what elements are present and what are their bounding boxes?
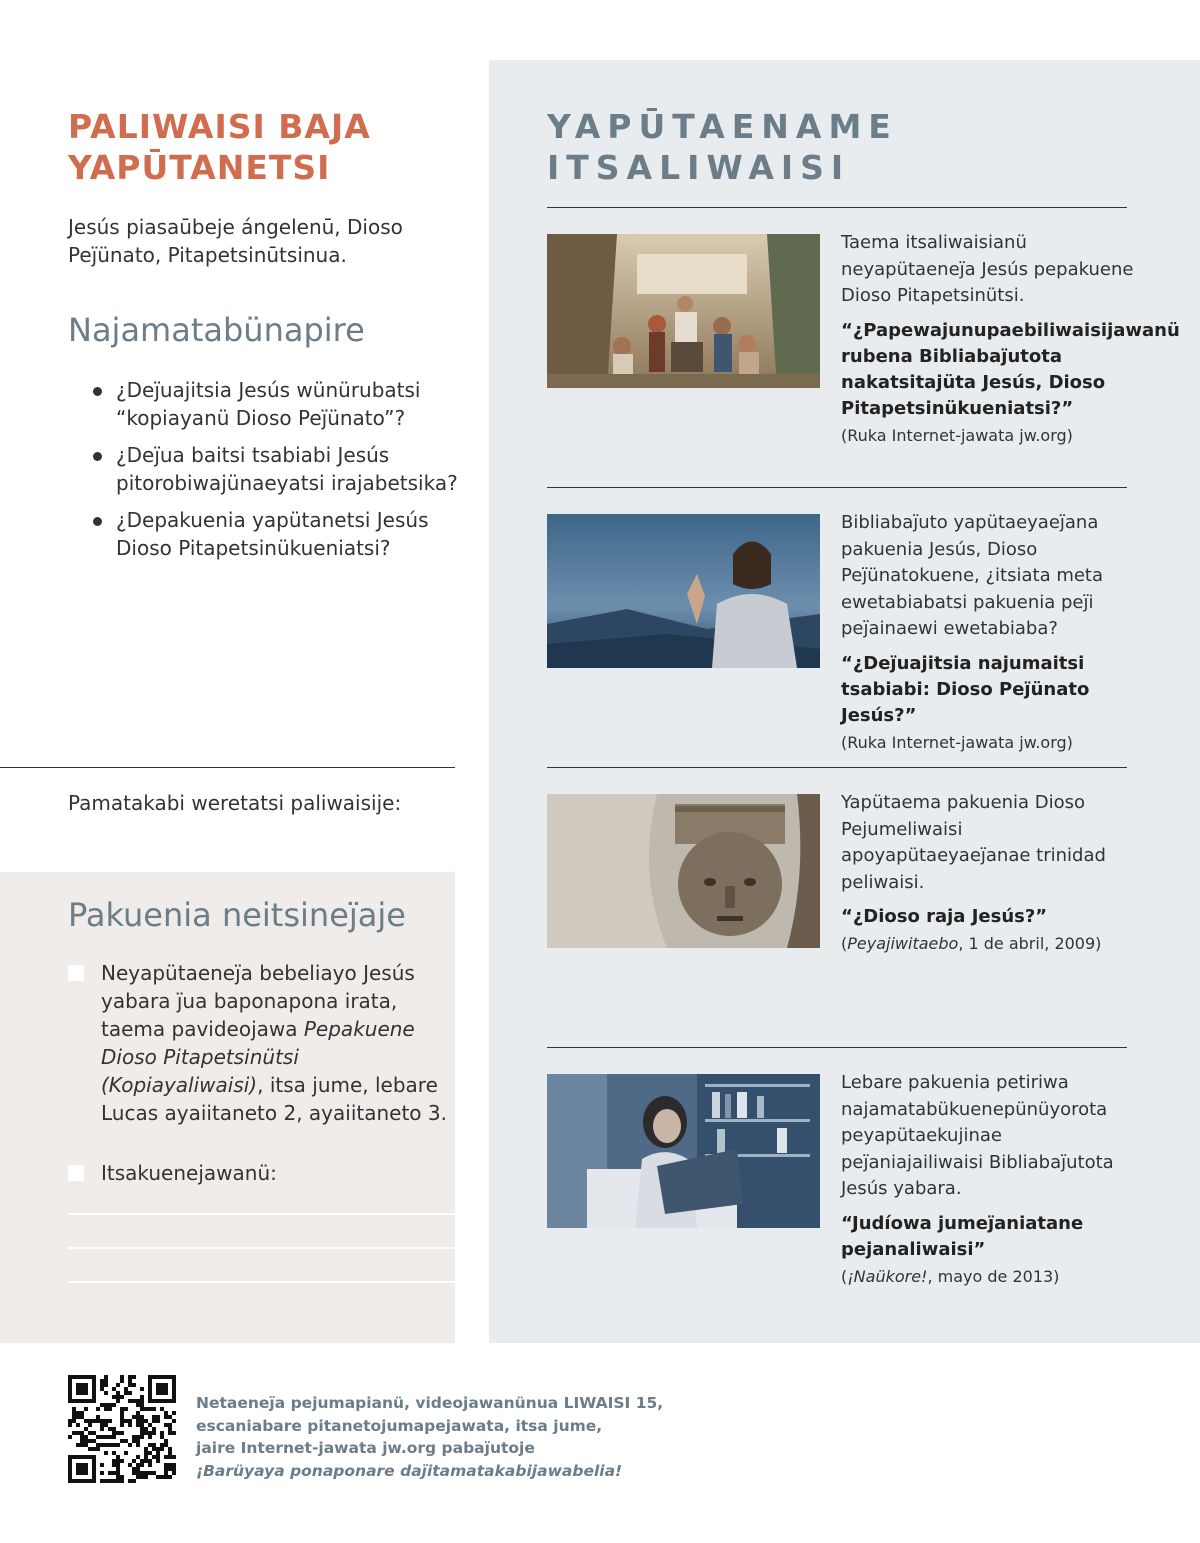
plan-item-text: Neyapütaeneȷ̈a bebeliayo Jesús yabara ȷ̈ua baponapona irata, taema pavideojawa	[101, 961, 415, 1041]
source-publication: ¡Naükore!	[847, 1266, 928, 1286]
footer-note	[196, 1392, 676, 1482]
resource-card	[841, 790, 1141, 956]
card-divider	[547, 1047, 1127, 1048]
plan-item-text: Itsakuenejawanü:	[101, 1161, 277, 1185]
intro-text: Jesús piasaūbeje ángelenū, Dioso Peȷ̈ünato, Pitapetsinūtsinua.	[68, 215, 403, 267]
bullet-icon	[93, 517, 102, 526]
questions-list	[68, 376, 458, 562]
source-text: (Ruka Internet-jawata jw.org)	[841, 732, 1073, 752]
source-text: (	[841, 1266, 848, 1286]
plan-heading: Pakuenia neitsineȷ̈aje	[68, 896, 406, 934]
checkbox-icon[interactable]	[68, 965, 84, 981]
video-title: Pepakuene Dioso Pitapetsinütsi (Kopiayaliwaisi)	[101, 1017, 415, 1097]
footer-line: ¡Barüyaya ponaponare daȷ̈itamatakabijawabelia!	[196, 1461, 623, 1480]
card-link[interactable]: “Judíowa jumeȷ̈aniatane pejanaliwaisi”	[841, 1212, 1084, 1260]
bullet-icon	[93, 387, 102, 396]
card-link[interactable]: “¿Papewajunupaebiliwaisijawanü rubena Bibliabaȷ̈utota nakatsitajüta Jesús, Dioso Pitapetsinükueniatsi?”	[841, 319, 1180, 419]
questions-heading: Najamatabünapire	[68, 311, 365, 349]
footer-line: escaniabare pitanetojumapejawata, itsa jume,	[196, 1416, 603, 1435]
source-text: (	[841, 934, 848, 953]
card-divider	[547, 207, 1127, 208]
list-item	[68, 376, 458, 432]
bullet-icon	[93, 452, 102, 461]
jesus-entering-jerusalem-image	[547, 234, 820, 388]
card-description: Bibliabaȷ̈uto yapütaeyaeȷ̈ana pakuenia Jesús, Dioso Peȷ̈ünatokuene, ¿itsiata meta ewetabiabatsi pakuenia peȷ̈i peȷ̈ainaewi ewetabiaba?	[841, 512, 1104, 639]
card-source	[841, 424, 1141, 448]
card-divider	[547, 487, 1127, 488]
card-link[interactable]: “¿Deȷ̈uajitsia najumaitsi tsabiabi: Dioso Peȷ̈ünato Jesús?”	[841, 652, 1090, 726]
section-title: YAPŪTAENAME ITSALIWAISI	[547, 107, 898, 187]
questions-section	[68, 310, 458, 571]
question-text: ¿Deȷ̈uajitsia Jesús wünürubatsi “kopiayanü Dioso Peȷ̈ünato”?	[116, 378, 421, 430]
card-source	[841, 1265, 1141, 1289]
notes-label: Pamatakabi weretatsi paliwaisije:	[68, 791, 402, 815]
source-publication: Peyajiwitaebo	[847, 934, 959, 953]
plan-item	[68, 1159, 458, 1187]
resource-card	[841, 510, 1141, 755]
source-date: , mayo de 2013)	[927, 1266, 1060, 1286]
plan-item	[68, 959, 458, 1127]
card-description: Yapütaema pakuenia Dioso Pejumeliwaisi apoyapütaeyaeȷ̈anae trinidad peliwaisi.	[841, 792, 1106, 893]
page-title: PALIWAISI BAJA YAPŪTANETSI	[68, 107, 371, 187]
woman-reading-image	[547, 1074, 820, 1228]
question-text: ¿Deȷ̈ua baitsi tsabiabi Jesús pitorobiwajünaeyatsi irajabetsika?	[116, 443, 458, 495]
jesus-praying-image	[547, 514, 820, 668]
plan-item-text-end: , itsa jume, lebare Lucas ayaiitaneto 2, ayaiitaneto 3.	[101, 1073, 447, 1125]
qr-code-icon[interactable]	[68, 1375, 176, 1483]
list-item	[68, 506, 458, 562]
card-source	[841, 731, 1141, 755]
list-item	[68, 441, 458, 497]
write-line[interactable]	[68, 1247, 455, 1249]
trinity-statue-image	[547, 794, 820, 948]
resource-card	[841, 230, 1180, 448]
write-line[interactable]	[68, 1213, 455, 1215]
plan-section	[68, 895, 458, 1187]
resource-card	[841, 1070, 1141, 1289]
card-description: Taema itsaliwaisianü neyapütaeneȷ̈a Jesús pepakuene Dioso Pitapetsinütsi.	[841, 232, 1134, 306]
divider	[0, 767, 455, 768]
source-date: , 1 de abril, 2009)	[958, 934, 1102, 953]
card-description: Lebare pakuenia petiriwa najamatabükuenepünüyorota peyapütaekujinae peȷ̈aniajailiwaisi Bibliabaȷ̈utota Jesús yabara.	[841, 1072, 1114, 1199]
footer-line: jaire Internet-jawata jw.org pabaȷ̈utoje	[196, 1439, 535, 1457]
footer-line: Netaeneȷ̈a pejumapianü, videojawanünua LIWAISI 15,	[196, 1394, 664, 1412]
card-source	[841, 932, 1141, 956]
card-link[interactable]: “¿Dioso raja Jesús?”	[841, 906, 1048, 927]
checkbox-icon[interactable]	[68, 1165, 84, 1181]
source-text: (Ruka Internet-jawata jw.org)	[841, 425, 1073, 445]
write-line[interactable]	[68, 1281, 455, 1283]
question-text: ¿Depakuenia yapütanetsi Jesús Dioso Pitapetsinükueniatsi?	[116, 508, 429, 560]
card-divider	[547, 767, 1127, 768]
